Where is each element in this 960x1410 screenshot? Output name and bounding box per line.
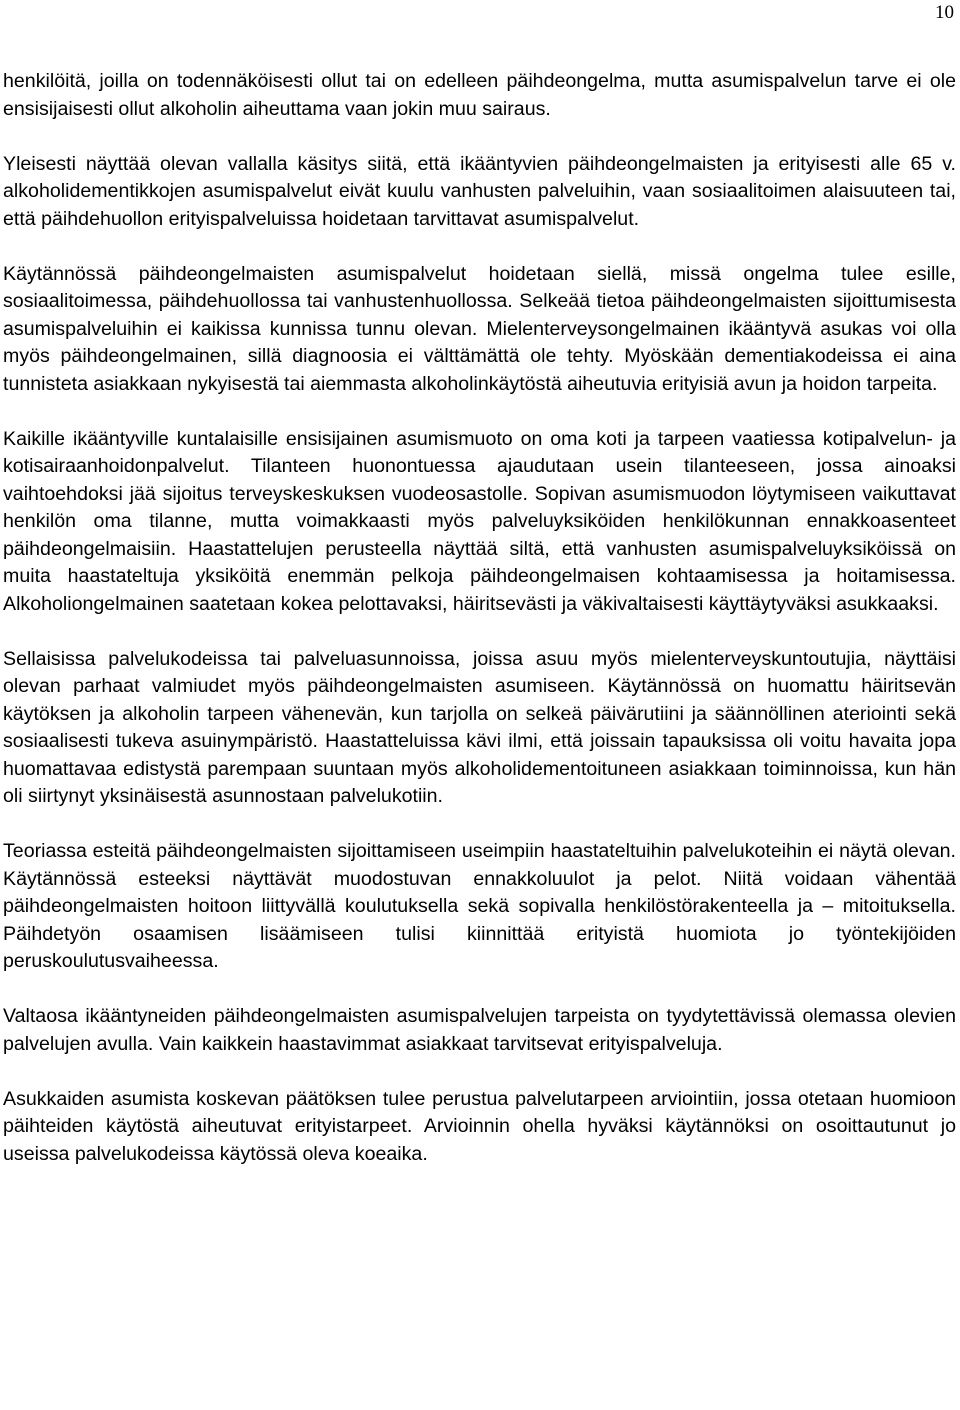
document-body — [3, 68, 956, 1168]
paragraph: Yleisesti näyttää olevan vallalla käsitys siitä, että ikääntyvien päihdeongelmaisten ja erityisesti alle 65 v. alkoholidementikkojen asumispalvelut eivät kuulu vanhusten palveluihin, vaan sosiaalitoimen alaisuuteen tai, että päihdehuollon erityispalveluissa hoidetaan tarvittavat asumispalvelut. — [3, 152, 956, 230]
paragraph: Valtaosa ikääntyneiden päihdeongelmaisten asumispalvelujen tarpeista on tyydytettävissä olemassa olevien palvelujen avulla. Vain kaikkein haastavimmat asiakkaat tarvitsevat erityispalveluja. — [3, 1005, 956, 1055]
paragraph: Sellaisissa palvelukodeissa tai palveluasunnoissa, joissa asuu myös mielenterveyskuntoutujia, näyttäisi olevan parhaat valmiudet myös päihdeongelmaisten asumiseen. Käytännössä on huomattu häiritsevän käytöksen ja alkoholin tarpeen vähenevän, kun tarjolla on selkeä päivärutiini ja säännöllinen ateriointi sekä sosiaalisesti tukeva asuinympäristö. Haastatteluissa kävi ilmi, että joissain tapauksissa oli voitu havaita jopa huomattavaa edistystä parempaan suuntaan myös alkoholidementoituneen asiakkaan toiminnoissa, kun hän oli siirtynyt yksinäisestä asunnostaan palvelukotiin. — [3, 647, 956, 807]
page-number: 10 — [935, 2, 954, 23]
paragraph: Käytännössä päihdeongelmaisten asumispalvelut hoidetaan siellä, missä ongelma tulee esille, sosiaalitoimessa, päihdehuollossa tai vanhustenhuollossa. Selkeää tietoa päihdeongelmaisten sijoittumisesta asumispalveluihin ei kaikissa kunnissa tunnu olevan. Mielenterveysongelmainen ikääntyvä asukas voi olla myös päihdeongelmainen, sillä diagnoosia ei välttämättä ole tehty. Myöskään dementiakodeissa ei aina tunnisteta asiakkaan nykyisestä tai aiemmasta alkoholinkäytöstä aiheutuvia erityisiä avun ja hoidon tarpeita. — [3, 262, 956, 395]
paragraph: Asukkaiden asumista koskevan päätöksen tulee perustua palvelutarpeen arviointiin, jossa otetaan huomioon päihteiden käytöstä aiheutuvat erityistarpeet. Arvioinnin ohella hyväksi käytännöksi on osoittautunut jo useissa palvelukodeissa käytössä oleva koeaika. — [3, 1087, 956, 1165]
paragraph: Teoriassa esteitä päihdeongelmaisten sijoittamiseen useimpiin haastateltuihin palvelukoteihin ei näytä olevan. Käytännössä esteeksi näyttävät muodostuvan ennakkoluulot ja pelot. Niitä voidaan vähentää päihdeongelmaisten hoitoon liittyvällä koulutuksella sekä sopivalla henkilöstörakenteella ja – mitoituksella. Päihdetyön osaamisen lisäämiseen tulisi kiinnittää erityistä huomiota jo työntekijöiden peruskoulutusvaiheessa. — [3, 840, 956, 972]
paragraph: Kaikille ikääntyville kuntalaisille ensisijainen asumismuoto on oma koti ja tarpeen vaatiessa kotipalvelun- ja kotisairaanhoidonpalvelut. Tilanteen huonontuessa ajaudutaan usein tilanteeseen, jossa ainoaksi vaihtoehdoksi jää sijoitus terveyskeskuksen vuodeosastolle. Sopivan asumismuodon löytymiseen vaikuttavat henkilön oma tilanne, mutta voimakkaasti myös palveluyksiköiden henkilökunnan ennakkoasenteet päihdeongelmaisiin. Haastattelujen perusteella näyttää siltä, että vanhusten asumispalveluyksiköissä on muita haastateltuja yksiköitä enemmän pelkoja päihdeongelmaisen kohtaamisessa ja hoitamisessa. Alkoholiongelmainen saatetaan kokea pelottavaksi, häiritsevästi ja väkivaltaisesti käyttäytyväksi asukkaaksi. — [3, 427, 956, 615]
paragraph: henkilöitä, joilla on todennäköisesti ollut tai on edelleen päihdeongelma, mutta asumispalvelun tarve ei ole ensisijaisesti ollut alkoholin aiheuttama vaan jokin muu sairaus. — [3, 70, 956, 120]
